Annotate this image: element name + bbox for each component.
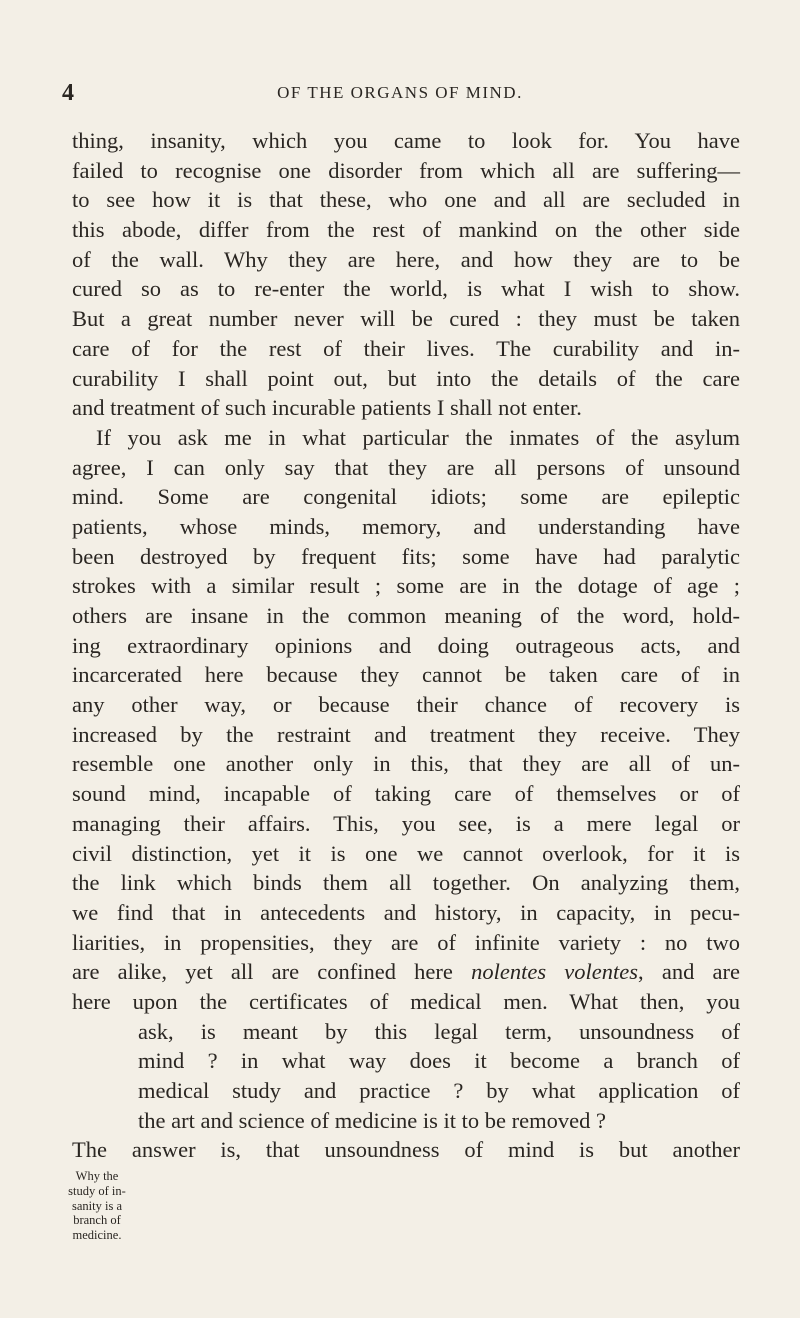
text-line: liarities, in propensities, they are of infinite variety : no two <box>72 929 740 955</box>
text-line: care of for the rest of their lives. The curability and in- <box>72 335 740 361</box>
page-header <box>0 78 800 108</box>
margin-note-line: sanity is a <box>72 1198 122 1213</box>
text-line: others are insane in the common meaning of the word, hold- <box>72 603 740 628</box>
text-line: we find that in antecedents and history, in capacity, in pecu- <box>72 899 740 925</box>
margin-note-line: branch of <box>73 1213 121 1228</box>
text-line: increased by the restraint and treatment they receive. They <box>72 721 740 747</box>
text-line: thing, insanity, which you came to look for. You have <box>72 128 740 153</box>
text-segment: , and are <box>638 959 740 985</box>
running-head: OF THE ORGANS OF MIND. <box>277 83 523 102</box>
margin-note-line: Why the <box>75 1169 119 1183</box>
text-line: any other way, or because their chance of recovery is <box>72 692 740 718</box>
text-line: mind ? in what way does it become a branch of <box>138 1048 740 1074</box>
text-line: civil distinction, yet it is one we cannot overlook, for it is <box>72 840 740 866</box>
text-line: this abode, differ from the rest of mankind on the other side <box>72 217 740 243</box>
text-line: and treatment of such incurable patients I shall not enter. <box>72 395 582 421</box>
margin-note-line: study of in- <box>68 1183 126 1198</box>
text-line: failed to recognise one disorder from which all are suffering— <box>72 157 740 183</box>
text-line: the link which binds them all together. On analyzing them, <box>72 870 740 896</box>
margin-note-line: medicine. <box>72 1228 122 1243</box>
text-line: incarcerated here because they cannot be taken care of in <box>72 662 740 688</box>
text-line: medical study and practice ? by what application of <box>138 1078 740 1103</box>
text-line: strokes with a similar result ; some are in the dotage of age ; <box>72 573 740 599</box>
text-line: the art and science of medicine is it to be removed ? <box>138 1107 606 1133</box>
text-line: ing extraordinary opinions and doing outrageous acts, and <box>72 632 740 658</box>
italic-phrase: nolentes volentes <box>471 959 639 985</box>
text-line: The answer is, that unsoundness of mind is but another <box>72 1137 740 1163</box>
page-number: 4 <box>62 80 74 106</box>
text-line: sound mind, incapable of taking care of themselves or of <box>72 781 740 807</box>
text-segment: are alike, yet all are confined here <box>72 959 453 985</box>
text-line: mind. Some are congenital idiots; some are epileptic <box>72 484 740 510</box>
text-line: If you ask me in what particular the inmates of the asylum <box>96 424 740 450</box>
text-line: cured so as to re-enter the world, is what I wish to show. <box>72 276 740 302</box>
margin-note <box>56 1169 138 1243</box>
text-line: managing their affairs. This, you see, is a mere legal or <box>72 810 740 836</box>
body-text <box>72 126 740 1165</box>
text-line: agree, I can only say that they are all persons of unsound <box>72 454 740 480</box>
text-line: patients, whose minds, memory, and understanding have <box>72 513 740 539</box>
text-line: to see how it is that these, who one and all are secluded in <box>72 187 740 213</box>
text-line: of the wall. Why they are here, and how they are to be <box>72 246 740 272</box>
text-line-with-italic <box>72 957 740 987</box>
text-line: here upon the certificates of medical men. What then, you <box>72 988 740 1014</box>
text-line: ask, is meant by this legal term, unsoundness of <box>138 1018 740 1044</box>
text-line: resemble one another only in this, that they are all of un- <box>72 751 740 777</box>
text-line: But a great number never will be cured : they must be taken <box>72 306 740 332</box>
text-line: been destroyed by frequent fits; some have had paralytic <box>72 543 740 569</box>
text-line: curability I shall point out, but into the details of the care <box>72 365 740 391</box>
